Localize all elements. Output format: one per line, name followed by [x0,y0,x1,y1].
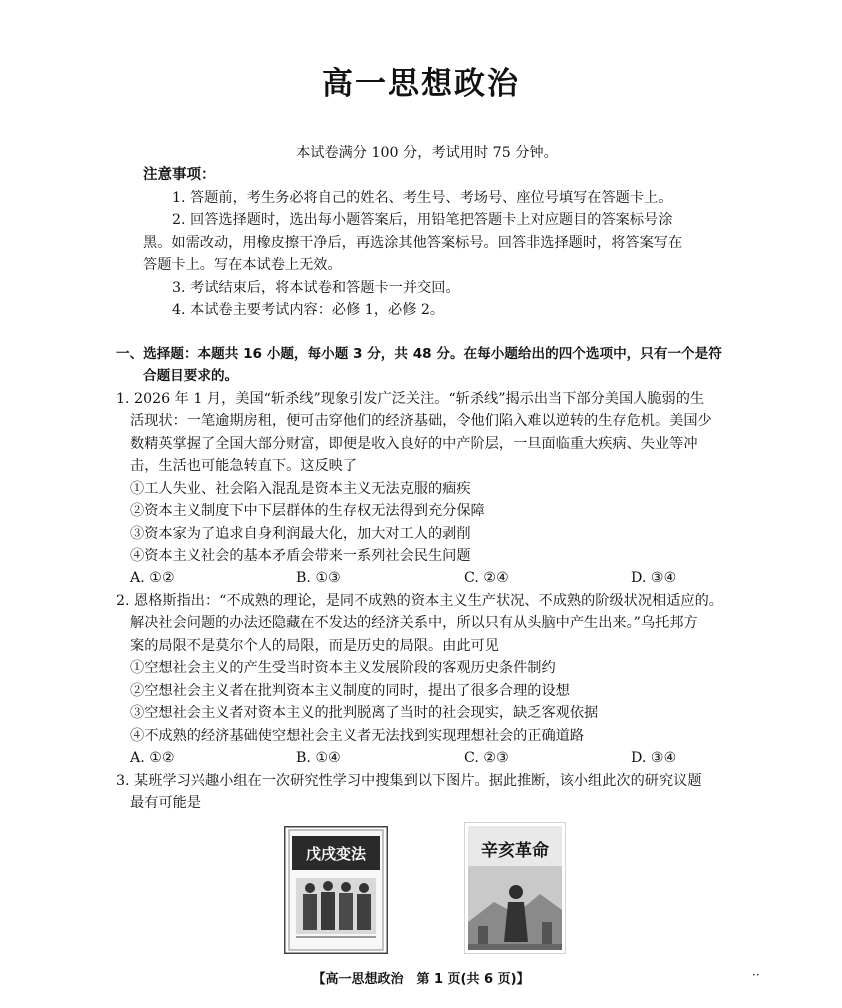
xinhai-revolution-poster-image [464,822,566,954]
q2-stem-line-2: 解决社会问题的办法还隐藏在不发达的经济关系中，所以只有从头脑中产生出来。”乌托邦方 [130,615,698,631]
q1-option-c: C. ②④ [464,570,509,586]
q2-stem-line-3: 案的局限不是莫尔个人的局限，而是历史的局限。由此可见 [130,638,499,654]
q1-statement-1: ①工人失业、社会陷入混乱是资本主义无法克服的痼疾 [130,481,471,497]
notice-line-2: 2. 回答选择题时，选出每小题答案后，用铅笔把答题卡上对应题目的答案标号涂 [172,212,673,228]
notice-heading: 注意事项： [143,167,216,183]
q1-statement-2: ②资本主义制度下中下层群体的生存权无法得到充分保障 [130,503,485,519]
q1-option-b: B. ①③ [296,570,341,586]
page-footer-text: 【高一思想政治 第 1 页(共 6 页)】 [312,972,530,987]
q2-statement-1: ①空想社会主义的产生受当时资本主义发展阶段的客观历史条件制约 [130,660,556,676]
exam-intro: 本试卷满分 100 分，考试用时 75 分钟。 [296,145,558,161]
q1-option-a: A. ①② [130,570,175,586]
q1-statement-3: ③资本家为了追求自身利润最大化，加大对工人的剥削 [130,526,471,542]
q2-option-a: A. ①② [130,750,175,766]
xinhai-revolution-caption: 辛亥革命 [481,841,549,861]
q1-stem-line-2: 活现状：一笔逾期房租，便可击穿他们的经济基础，令他们陷入难以逆转的生存危机。美国少 [130,413,712,429]
notice-line-3: 黑。如需改动，用橡皮擦干净后，再选涂其他答案标号。回答非选择题时，将答案写在 [143,235,683,251]
q1-stem-line-1: 1. 2026 年 1 月，美国“斩杀线”现象引发广泛关注。“斩杀线”揭示出当下部分美国人脆弱的生 [116,391,705,407]
q1-option-d: D. ③④ [631,570,677,586]
q1-statement-4: ④资本主义社会的基本矛盾会带来一系列社会民生问题 [130,548,471,564]
q2-option-d: D. ③④ [631,750,677,766]
wuxu-reform-book-image [284,826,388,954]
q1-stem-line-3: 数精英掌握了全国大部分财富，即便是收入良好的中产阶层，一旦面临重大疾病、失业等冲 [130,436,698,452]
notice-line-6: 4. 本试卷主要考试内容：必修 1，必修 2。 [172,302,445,318]
notice-line-5: 3. 考试结束后，将本试卷和答题卡一并交回。 [172,280,460,296]
section-heading-line-1: 一、选择题：本题共 16 小题，每小题 3 分，共 48 分。在每小题给出的四个选项中，只有一个是符 [116,346,722,362]
q2-statement-4: ④不成熟的经济基础使空想社会主义者无法找到实现理想社会的正确道路 [130,728,585,744]
q2-stem-line-1: 2. 恩格斯指出：“不成熟的理论，是同不成熟的资本主义生产状况、不成熟的阶级状况相适应的。 [116,593,723,609]
notice-line-1: 1. 答题前，考生务必将自己的姓名、考生号、考场号、座位号填写在答题卡上。 [172,190,673,206]
notice-line-4: 答题卡上。写在本试卷上无效。 [143,257,342,273]
q3-stem-line-1: 3. 某班学习兴趣小组在一次研究性学习中搜集到以下图片。据此推断，该小组此次的研究议题 [116,773,702,789]
footer-dots: ·· [752,968,760,982]
exam-title: 高一思想政治 [322,66,520,102]
q2-option-c: C. ②③ [464,750,509,766]
wuxu-reform-caption: 戊戌变法 [305,845,367,863]
q1-stem-line-4: 击，生活也可能急转直下。这反映了 [130,458,358,474]
q2-option-b: B. ①④ [296,750,341,766]
q3-stem-line-2: 最有可能是 [130,795,201,811]
page-footer [0,968,842,987]
q2-statement-3: ③空想社会主义者对资本主义的批判脱离了当时的社会现实，缺乏客观依据 [130,705,599,721]
q2-statement-2: ②空想社会主义者在批判资本主义制度的同时，提出了很多合理的设想 [130,683,570,699]
section-heading-line-2: 合题目要求的。 [143,368,239,384]
